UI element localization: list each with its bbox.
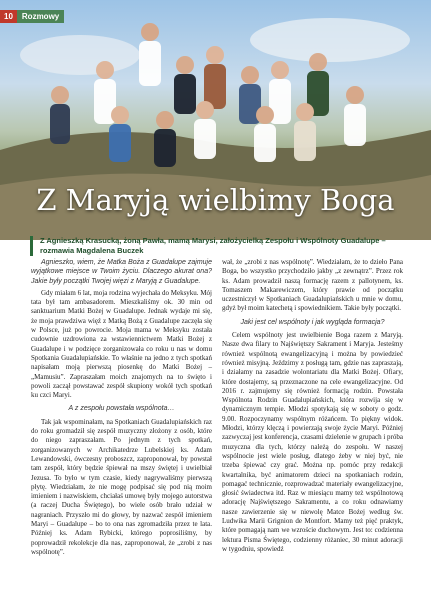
section-label: Rozmowy (17, 10, 64, 23)
question: Agnieszko, wiem, że Matka Boża z Guadalupe zajmuje wyjątkowe miejsce w Twoim życiu. Dlaczego akurat ona? Jakie były początki Twojej więzi z Maryją z Guadalupe. (31, 259, 212, 285)
group-photo (0, 0, 431, 240)
page-header (0, 9, 64, 23)
question-subheading: Jaki jest cel wspólnoty i jak wygląda formacja? (240, 318, 385, 326)
article-title: Z Maryją wielbimy Boga (36, 183, 395, 217)
answer-paragraph: wał, że „zrobi z nas wspólnotę”. Wiedziałam, że to dzieło Pana Boga, bo wszystko przychodziło jakby „z zewnątrz”. Przez rok ks. Adam prowadził naszą formację razem z pallotynem, ks. Tomaszem Makarewiczem, który prawie od początku uczestniczył w Spotkaniach Guadalupiańskich u mnie w domu, gdyż był moim katechetą i spowiednikiem. Takie były początki. (222, 258, 403, 313)
page-number: 10 (0, 10, 17, 23)
text-column-left (31, 258, 212, 557)
article-lead: Z Agnieszką Krasucką, żoną Pawła, mamą Marysi, założycielką Zespołu i Wspólnoty Guadalupe – rozmawia Magdalena Buczek (30, 236, 415, 256)
question-subheading: A z zespołu powstała wspólnota… (68, 405, 175, 413)
text-column-right (222, 258, 403, 554)
answer-paragraph: Gdy miałam 6 lat, moja rodzina wyjechała do Meksyku. Mój tata był tam ambasadorem. Mieszkaliśmy ok. 30 min od sanktuarium Matki Bożej w Guadalupe. Jednak wydaje mi się, że moja prawdziwa więź z Matką Bożą z Guadalupe zaczęła się w Polsce, już po powrocie. Moja mama w Meksyku została cudownie uzdrowiona za wstawiennictwem Matki Bożej z Guadalupe i w podzięce zorganizowała co roku u nas w domu Spotkania Guadalupiańskie. To właśnie na jedno z tych spotkań napisałam moją pierwszą piosenkę do Matki Bożej – „Mamusiu”. Zapraszałam moich znajomych na to święto i powoli zaczął powstawać zespół skupiony wokół tych spotkań ku czci Maryi. (31, 288, 212, 400)
answer-paragraph: Tak jak wspominałam, na Spotkaniach Guadalupiańskich raz do roku gromadził się zespół muzyczny złożony z osób, które do niego zapraszałam. Po jednym z tych spotkań, zorganizowanych w Archikatedrze Lubelskiej ks. Adam Lewandowski, ówczesny proboszcz, zaproponował, by powstał tam zespół, który będzie śpiewał na mszy świętej i uwielbiał Jezusa. To było w tym czasie, kiedy nagrywaliśmy pierwszą płytę. Wiedziałam, że nie mogę podpisać się pod nią moim imieniem i nazwiskiem, chciałaś umowę były mojego autorstwa (a raczej Ducha Świętego), bo wiele osób brało udział w nagraniach. Przyszło mi do głowy, by nazwać zespół imieniem Maryi – Guadalupe – bo to ona nas zgromadziła przez te lata. Później ks. Adam Rybicki, którego poprosiliśmy, by poprowadził rekolekcje dla nas, zaproponował, że „zrobi z nas wspólnotę”. (31, 417, 212, 556)
answer-paragraph: Celem wspólnoty jest uwielbienie Boga razem z Maryją. Nasze dwa filary to Najświętszy Sakrament i Maryja. Jesteśmy również wspólnotą ewangelizacyjną i można by powiedzieć również misyjną. Jeździmy z posługą tam, gdzie nas zapraszają, i działamy na zasadzie wolontariatu dla Matki Bożej. Ofiary, które dostajemy, są przeznaczone na cele ewangelizacyjne. Od 2016 r. zajmujemy się również formacją rodzin. Powstała Wspólnota Rodzin Guadalupiańskich, która rozwija się w dynamicznym tempie. Młodzi spotykają się w soboty o godz. 9.00. Rozpoczynamy wspólnym różańcem. To piękny widok. Młodzi, którzy klęczą i powierzają swoje życie Maryi. Później zazwyczaj jest konferencja, czasami dzielenie w grupach i próba muzyczna dla tych, którzy należą do zespołu. W naszej wspólnocie jest wiele posług, dlatego żeby w niej być, nie trzeba śpiewać czy grać. Można np. pomóc przy redakcji kwartalnika, być animatorem dzieci na spotkaniach rodzin, pomagać technicznie, rozprowadzać materiały ewangelizacyjne, głosić świadectwa itd. Raz w miesiącu mamy też wspólnotową adorację Najświętszego Sakramentu, a co roku odnawiamy nasze zawierzenie się w niewolę Matce Bożej według św. Ludwika Marii Grignion de Montfort. Mamy też pięć praktyk, które pomagają nam we wzroście duchowym. Jest to: codzienna lektura Pisma Świętego, codzienny różaniec, 30 minut adoracji w tygodniu, spowiedź (222, 331, 403, 553)
